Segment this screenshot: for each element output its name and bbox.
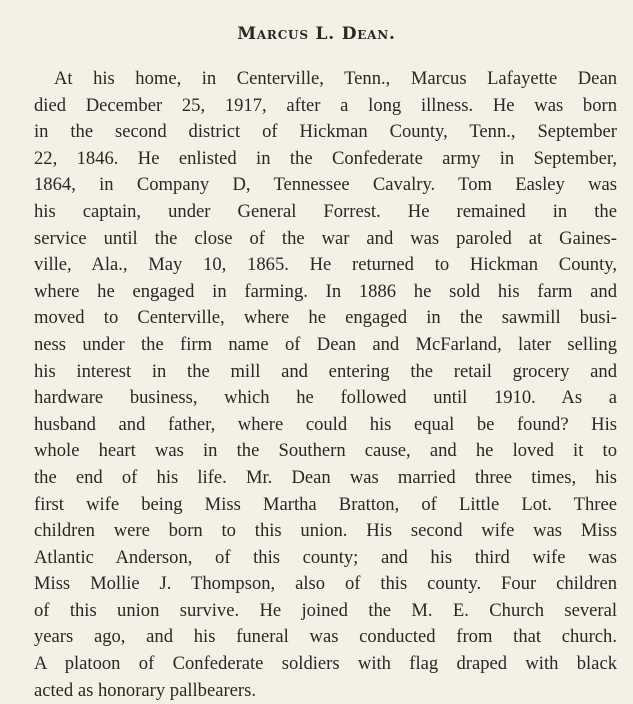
- text-line: 22, 1846. He enlisted in the Confederate army in September,: [34, 147, 617, 169]
- text-line: At his home, in Centerville, Tenn., Marcus Lafayette Dean: [54, 68, 617, 89]
- text-line: acted as honorary pallbearers.: [34, 679, 256, 701]
- text-line: of this union survive. He joined the M. E. Church several: [34, 599, 617, 621]
- text-line: 1864, in Company D, Tennessee Cavalry. Tom Easley was: [34, 174, 617, 196]
- text-line: the end of his life. Mr. Dean was married three times, his: [34, 466, 617, 488]
- text-line: hardware business, which he followed until 1910. As a: [34, 387, 617, 409]
- text-line: ness under the firm name of Dean and McFarland, later selling: [34, 333, 617, 355]
- obituary-body: [16, 66, 617, 704]
- text-line: ville, Ala., May 10, 1865. He returned to Hickman County,: [34, 254, 617, 276]
- text-line: children were born to this union. His second wife was Miss: [34, 520, 617, 542]
- text-line: in the second district of Hickman County, Tenn., September: [34, 121, 617, 143]
- text-line: his interest in the mill and entering the retail grocery and: [34, 360, 617, 382]
- text-line: his captain, under General Forrest. He remained in the: [34, 200, 617, 222]
- text-line: first wife being Miss Martha Bratton, of Little Lot. Three: [34, 493, 617, 515]
- text-line: died December 25, 1917, after a long illness. He was born: [34, 94, 617, 116]
- text-line: husband and father, where could his equal be found? His: [34, 413, 617, 435]
- text-line: where he engaged in farming. In 1886 he sold his farm and: [34, 280, 617, 302]
- text-line: years ago, and his funeral was conducted from that church.: [34, 626, 617, 648]
- text-line: Miss Mollie J. Thompson, also of this county. Four children: [34, 573, 617, 595]
- text-line: service until the close of the war and was paroled at Gaines-: [34, 227, 617, 249]
- text-line: moved to Centerville, where he engaged in the sawmill busi-: [34, 307, 617, 329]
- text-line: whole heart was in the Southern cause, and he loved it to: [34, 440, 617, 462]
- obituary-title: Marcus L. Dean.: [237, 24, 396, 44]
- text-line: A platoon of Confederate soldiers with flag draped with black: [34, 653, 617, 675]
- text-line: Atlantic Anderson, of this county; and his third wife was: [34, 546, 617, 568]
